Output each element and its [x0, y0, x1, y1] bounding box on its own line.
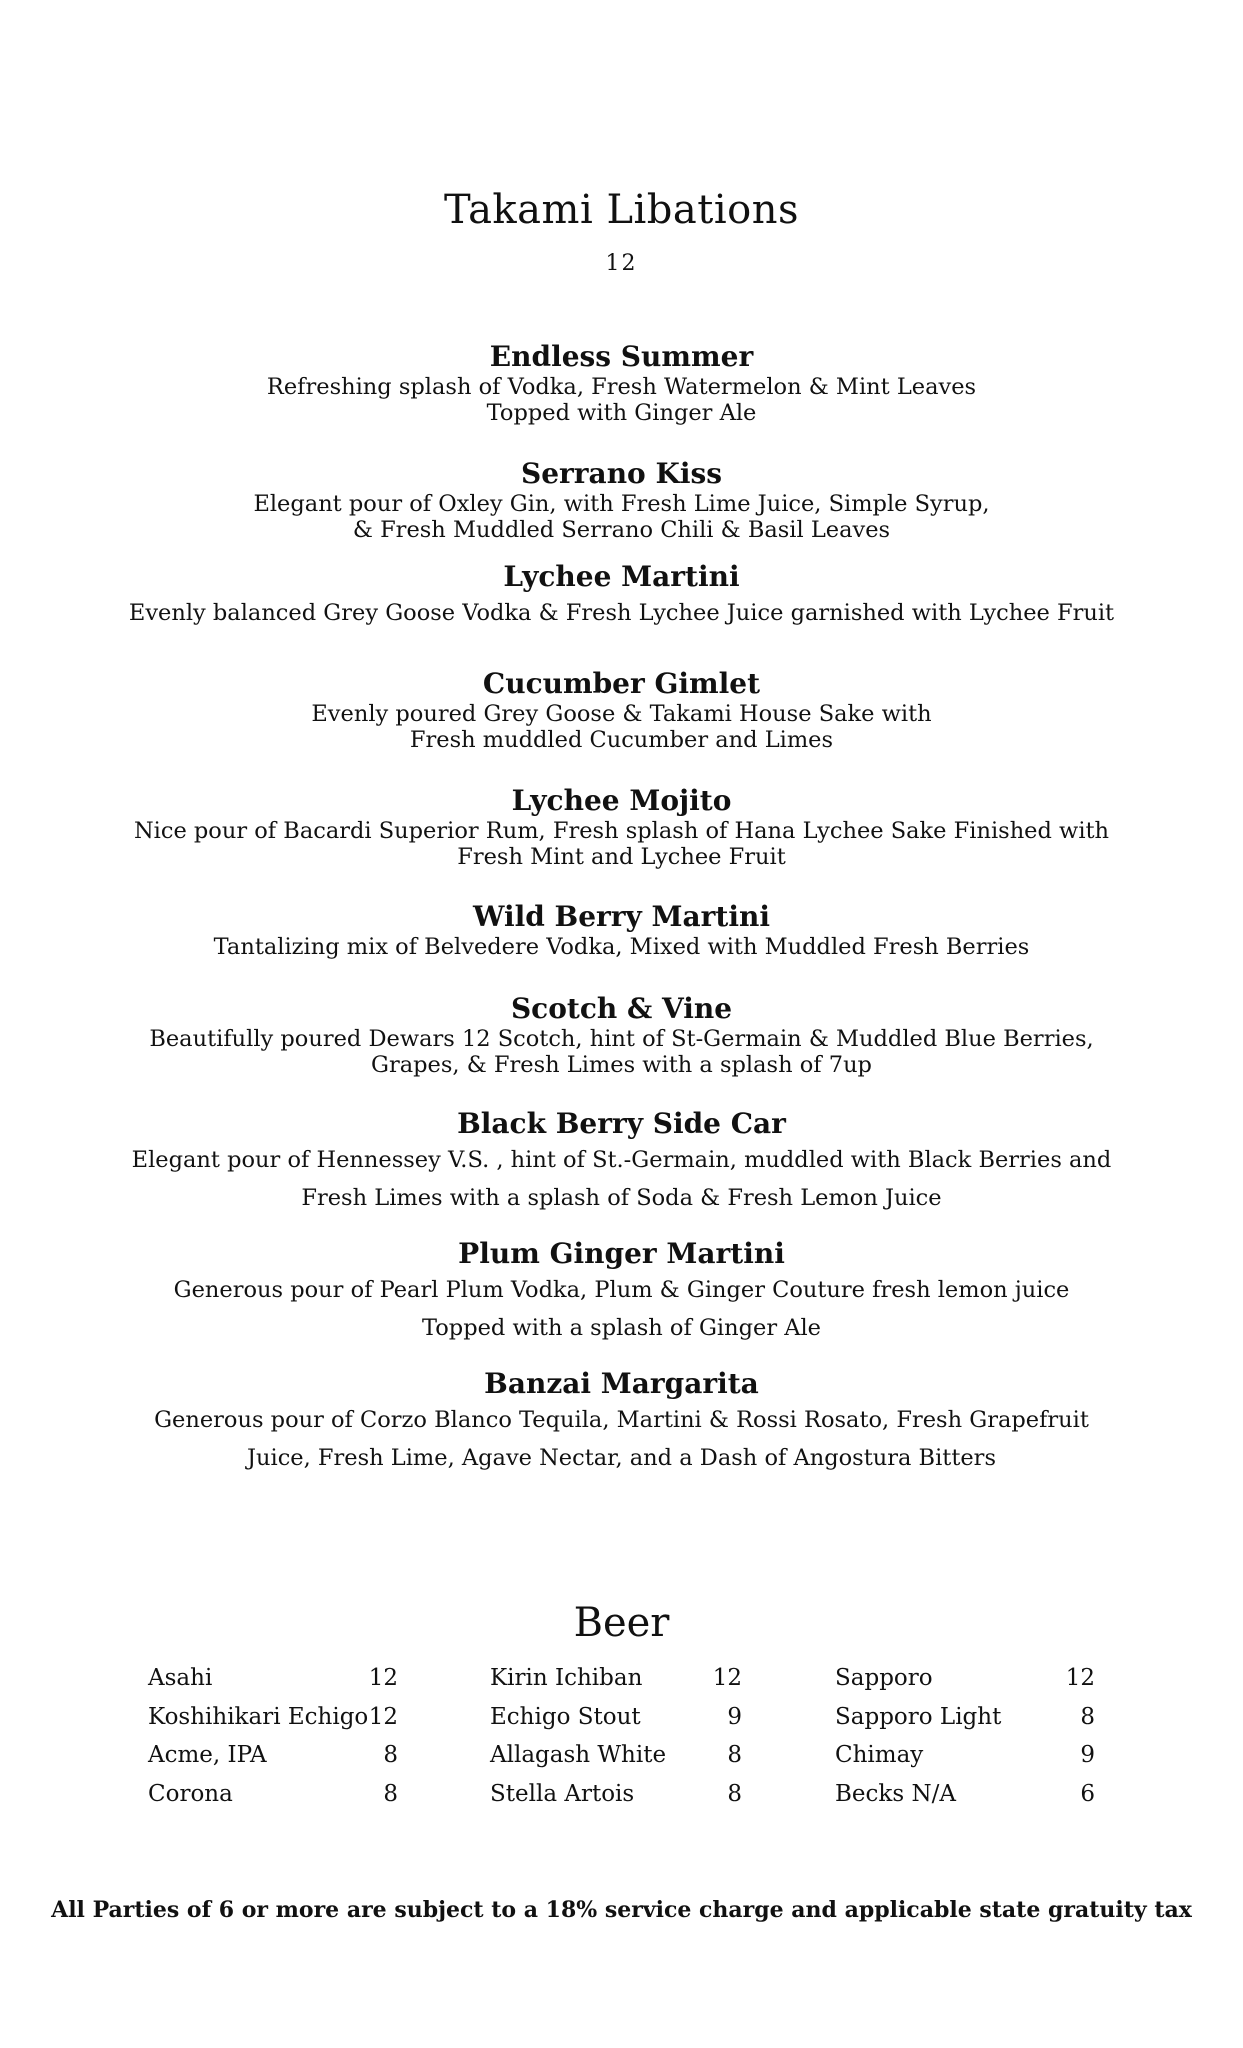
beer-name: Chimay [835, 1742, 924, 1768]
beer-name: Corona [148, 1780, 233, 1807]
beer-row [490, 1778, 742, 1817]
drink-name: Endless Summer [489, 340, 754, 373]
service-charge-note: All Parties of 6 or more are subject to a 18% service charge and applicable state gratuity tax [51, 1897, 1192, 1923]
beer-column [148, 1662, 398, 1816]
beer-price: 12 [712, 1665, 742, 1691]
beer-row [490, 1701, 742, 1740]
beer-row [835, 1701, 1095, 1740]
libations-price: 12 [605, 251, 638, 276]
drink-item [100, 900, 1143, 960]
drink-item [100, 1107, 1143, 1217]
drink-item [100, 457, 1143, 543]
drink-desc-line: Elegant pour of Hennessey V.S. , hint of St.-Germain, muddled with Black Berries and [131, 1147, 1112, 1173]
drink-desc-line: Nice pour of Bacardi Superior Rum, Fresh splash of Hana Lychee Sake Finished with [133, 818, 1110, 844]
beer-name: Echigo Stout [490, 1703, 641, 1730]
drink-name: Wild Berry Martini [472, 900, 770, 933]
drink-desc-line: Generous pour of Corzo Blanco Tequila, Martini & Rossi Rosato, Fresh Grapefruit [154, 1407, 1089, 1433]
drink-name: Lychee Martini [503, 560, 740, 593]
beer-price: 9 [1080, 1742, 1095, 1768]
drink-name: Cucumber Gimlet [482, 667, 761, 700]
drink-desc-line: & Fresh Muddled Serrano Chili & Basil Leaves [352, 517, 891, 543]
drink-desc-line: Topped with a splash of Ginger Ale [421, 1315, 821, 1341]
drink-name: Scotch & Vine [510, 992, 733, 1025]
drink-desc-line: Fresh Mint and Lychee Fruit [457, 844, 786, 870]
beer-name: Koshihikari Echigo [148, 1703, 369, 1730]
beer-name: Sapporo Light [835, 1703, 1002, 1730]
beer-price: 6 [1080, 1780, 1095, 1807]
drink-name: Banzai Margarita [484, 1367, 759, 1400]
drink-desc-line: Generous pour of Pearl Plum Vodka, Plum & Ginger Couture fresh lemon juice [173, 1277, 1070, 1303]
beer-column [490, 1662, 742, 1816]
drink-desc-line: Elegant pour of Oxley Gin, with Fresh Lime Juice, Simple Syrup, [253, 491, 990, 517]
beer-row [490, 1662, 742, 1701]
drink-desc-line: Beautifully poured Dewars 12 Scotch, hint of St-Germain & Muddled Blue Berries, [149, 1026, 1094, 1052]
beer-column [835, 1662, 1095, 1816]
beer-name: Kirin Ichiban [490, 1665, 643, 1691]
drink-desc-line: Evenly balanced Grey Goose Vodka & Fresh Lychee Juice garnished with Lychee Fruit [128, 600, 1115, 626]
drink-name: Serrano Kiss [521, 457, 722, 490]
beer-price: 8 [1080, 1703, 1095, 1730]
drink-item [100, 784, 1143, 870]
beer-name: Asahi [148, 1665, 213, 1691]
drink-name: Plum Ginger Martini [458, 1237, 785, 1270]
drink-item [100, 560, 1143, 632]
drink-name: Lychee Mojito [511, 784, 732, 817]
drink-item [100, 1237, 1143, 1347]
beer-price: 8 [727, 1780, 742, 1807]
beer-name: Sapporo [835, 1665, 933, 1691]
beer-heading: Beer [573, 1600, 670, 1646]
drink-name: Black Berry Side Car [457, 1107, 786, 1140]
beer-price: 12 [1065, 1665, 1095, 1691]
beer-row [835, 1739, 1095, 1778]
beer-name: Stella Artois [490, 1780, 635, 1807]
beer-row [835, 1662, 1095, 1701]
beer-name: Becks N/A [835, 1780, 956, 1807]
beer-price: 12 [368, 1665, 398, 1691]
beer-price: 8 [383, 1780, 398, 1807]
beer-row [148, 1778, 398, 1817]
beer-price: 8 [383, 1742, 398, 1768]
beer-row [148, 1739, 398, 1778]
beer-row [148, 1662, 398, 1701]
drink-item [100, 667, 1143, 753]
drink-desc-line: Refreshing splash of Vodka, Fresh Watermelon & Mint Leaves [266, 374, 977, 400]
drink-desc-line: Topped with Ginger Ale [486, 400, 757, 426]
beer-price: 12 [368, 1703, 398, 1730]
beer-name: Allagash White [490, 1742, 667, 1768]
drink-desc-line: Tantalizing mix of Belvedere Vodka, Mixed with Muddled Fresh Berries [213, 934, 1030, 960]
beer-price: 8 [727, 1742, 742, 1768]
drink-desc-line: Grapes, & Fresh Limes with a splash of 7up [371, 1052, 872, 1078]
beer-price: 9 [727, 1703, 742, 1730]
drink-desc-line: Evenly poured Grey Goose & Takami House Sake with [311, 701, 932, 727]
drink-desc-line: Fresh Limes with a splash of Soda & Fresh Lemon Juice [301, 1185, 942, 1211]
beer-row [835, 1778, 1095, 1817]
drink-item [100, 340, 1143, 426]
drink-desc-line: Fresh muddled Cucumber and Limes [409, 727, 834, 753]
drink-item [100, 992, 1143, 1078]
menu-title: Takami Libations [444, 187, 799, 233]
beer-row [490, 1739, 742, 1778]
beer-row [148, 1701, 398, 1740]
drink-desc-line: Juice, Fresh Lime, Agave Nectar, and a Dash of Angostura Bitters [246, 1445, 996, 1471]
beer-name: Acme, IPA [148, 1742, 267, 1768]
drink-item [100, 1367, 1143, 1477]
